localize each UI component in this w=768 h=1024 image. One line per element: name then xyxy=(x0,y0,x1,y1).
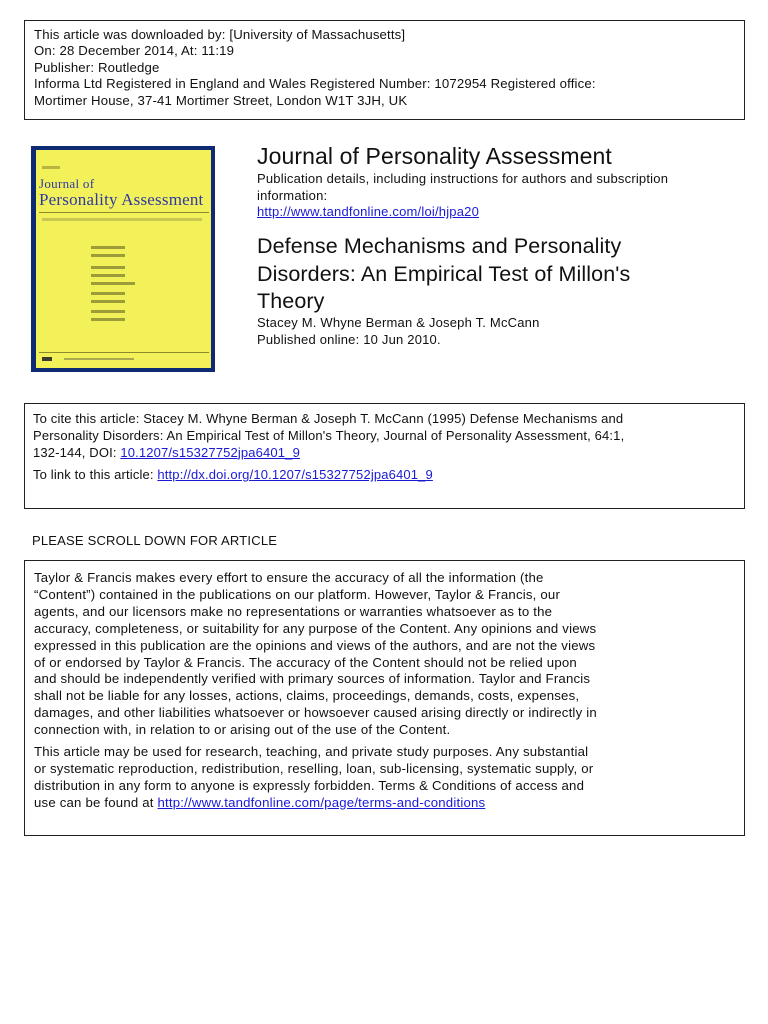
disclaimer-line: accuracy, completeness, or suitability for any purpose of the Content. Any opinions and views xyxy=(34,620,597,636)
disclaimer-line: Taylor & Francis makes every effort to ensure the accuracy of all the information (the xyxy=(34,570,544,585)
article-url-link[interactable]: http://dx.doi.org/10.1207/s15327752jpa6401_9 xyxy=(157,467,433,483)
cover-face xyxy=(36,150,211,368)
cover-decoration xyxy=(42,166,60,169)
terms-prefix: use can be found at xyxy=(34,794,158,810)
details-line: Publication details, including instructions for authors and subscription xyxy=(257,171,669,186)
journal-url-link[interactable]: http://www.tandfonline.com/loi/hjpa20 xyxy=(257,204,480,219)
cover-decoration xyxy=(91,318,125,321)
article-title-line: Defense Mechanisms and Personality xyxy=(257,234,622,258)
download-line: Informa Ltd Registered in England and Wales Registered Number: 1072954 Registered office: xyxy=(34,76,596,92)
disclaimer-line: distribution in any form to anyone is expressly forbidden. Terms & Conditions of access and xyxy=(34,777,585,793)
disclaimer-line: of or endorsed by Taylor & Francis. The accuracy of the Content should not be relied upon xyxy=(34,654,577,670)
cover-rule xyxy=(39,352,209,353)
download-line: Publisher: Routledge xyxy=(34,59,160,75)
disclaimer-line: damages, and other liabilities whatsoever or howsoever caused arising directly or indirectly in xyxy=(34,705,597,721)
article-title-line: Theory xyxy=(257,289,325,313)
details-line: information: xyxy=(257,187,328,203)
citation-line xyxy=(33,445,744,462)
scroll-down-notice: PLEASE SCROLL DOWN FOR ARTICLE xyxy=(32,533,278,548)
cover-decoration xyxy=(91,254,125,257)
cover-decoration xyxy=(91,246,125,249)
terms-link[interactable]: http://www.tandfonline.com/page/terms-and-conditions xyxy=(157,794,486,810)
article-link-line xyxy=(33,467,744,484)
article-authors: Stacey M. Whyne Berman & Joseph T. McCann xyxy=(257,315,540,330)
disclaimer-line: “Content”) contained in the publications on our platform. However, Taylor & Francis, our xyxy=(34,586,561,602)
journal-title: Journal of Personality Assessment xyxy=(257,143,612,169)
download-line: Mortimer House, 37-41 Mortimer Street, London W1T 3JH, UK xyxy=(34,92,408,108)
cover-decoration xyxy=(91,274,125,277)
journal-cover-image xyxy=(31,146,215,372)
disclaimer-line: or systematic reproduction, redistribution, reselling, loan, sub-licensing, systematic supply, or xyxy=(34,760,594,776)
article-title-line: Disorders: An Empirical Test of Millon's xyxy=(257,261,631,286)
disclaimer-line: connection with, in relation to or arising out of the use of the Content. xyxy=(34,722,451,738)
cover-decoration xyxy=(91,282,135,285)
cover-decoration xyxy=(91,300,125,303)
download-info-box xyxy=(24,20,745,120)
citation-doi-prefix: 132-144, DOI: xyxy=(33,444,121,460)
cover-decoration xyxy=(91,292,125,295)
disclaimer-paragraph-2 xyxy=(34,744,744,812)
article-link-label: To link to this article: xyxy=(33,467,158,483)
publication-details xyxy=(257,171,727,221)
disclaimer-line: This article may be used for research, teaching, and private study purposes. Any substantial xyxy=(34,744,589,760)
download-line: This article was downloaded by: [University of Massachusetts] xyxy=(34,27,406,42)
download-line: On: 28 December 2014, At: 11:19 xyxy=(34,43,235,59)
citation-line: To cite this article: Stacey M. Whyne Berman & Joseph T. McCann (1995) Defense Mechanisms and xyxy=(33,411,624,426)
disclaimer-line: expressed in this publication are the opinions and views of the authors, and are not the views xyxy=(34,637,596,653)
article-title xyxy=(257,233,727,316)
cover-decoration xyxy=(91,310,125,313)
disclaimer-line xyxy=(34,795,744,812)
cover-title-line1: Journal of xyxy=(39,176,95,191)
disclaimer-box xyxy=(24,560,745,836)
cover-decoration xyxy=(42,357,52,361)
published-date: Published online: 10 Jun 2010. xyxy=(257,331,441,347)
doi-link[interactable]: 10.1207/s15327752jpa6401_9 xyxy=(120,444,300,460)
disclaimer-line: agents, and our licensors make no representations or warranties whatsoever as to the xyxy=(34,603,553,619)
cover-decoration xyxy=(64,358,134,360)
citation-box xyxy=(24,403,745,509)
cover-decoration xyxy=(91,266,125,269)
disclaimer-line: and should be independently verified with primary sources of information. Taylor and Francis xyxy=(34,671,591,687)
cover-title-line2: Personality Assessment xyxy=(39,190,204,209)
disclaimer-line: shall not be liable for any losses, actions, claims, proceedings, demands, costs, expenses, xyxy=(34,688,580,704)
citation-line: Personality Disorders: An Empirical Test of Millon's Theory, Journal of Personality Assessment, 64:1, xyxy=(33,427,625,443)
disclaimer-paragraph-1 xyxy=(34,570,744,739)
cover-rule xyxy=(39,212,209,213)
cover-decoration xyxy=(42,218,202,221)
article-meta xyxy=(257,315,540,348)
